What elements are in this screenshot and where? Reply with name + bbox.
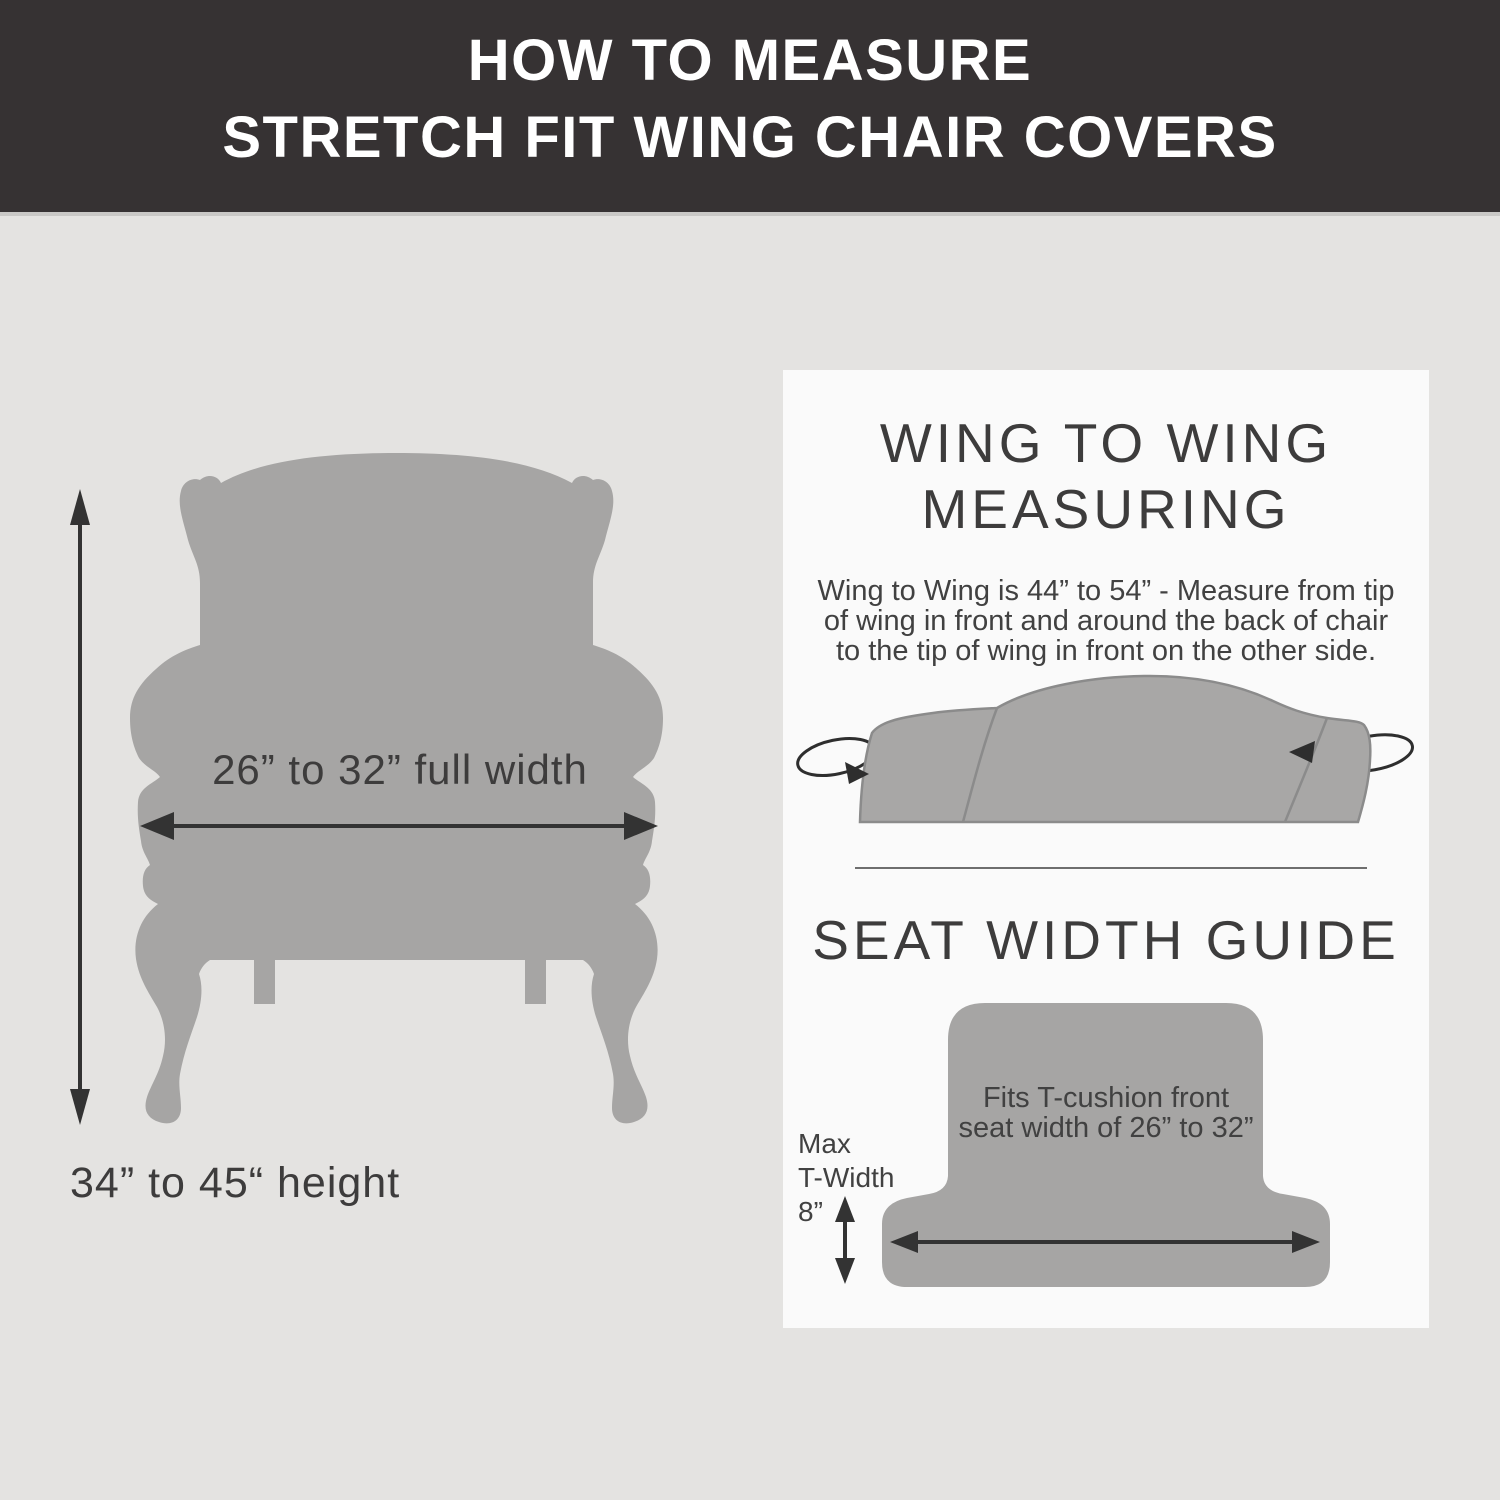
t-cushion-shape: [882, 1003, 1330, 1287]
description-line1: Wing to Wing is 44” to 54” - Measure from tip: [817, 575, 1395, 607]
wing-to-wing-illustration: [783, 665, 1429, 840]
t-cushion-fit-line2: seat width of 26” to 32”: [958, 1112, 1254, 1144]
section-divider: [855, 867, 1367, 869]
header-title-line2: STRETCH FIT WING CHAIR COVERS: [222, 105, 1278, 170]
seat-width-guide-title: SEAT WIDTH GUIDE: [812, 909, 1400, 971]
height-label: 34” to 45“ height: [70, 1159, 401, 1207]
wing-to-wing-title: [783, 410, 1429, 542]
description-line2: of wing in front and around the back of chair: [823, 605, 1389, 637]
header-banner: [0, 0, 1500, 216]
wing-chair-silhouette-figure: [60, 445, 680, 1145]
full-width-label: 26” to 32” full width: [212, 746, 588, 793]
measuring-guide-card: [783, 370, 1429, 1328]
wing-to-wing-title-line2: MEASURING: [921, 478, 1291, 540]
max-t-width-line3: 8”: [798, 1196, 823, 1227]
t-cushion-fit-label: [915, 1083, 1297, 1143]
header-text-block: [0, 0, 1500, 176]
height-arrow: [70, 489, 90, 1125]
wing-to-wing-description: [783, 576, 1429, 666]
max-t-width-line2: T-Width: [798, 1162, 895, 1193]
t-cushion-fit-line1: Fits T-cushion front: [982, 1082, 1230, 1114]
wing-to-wing-title-line1: WING TO WING: [879, 412, 1333, 474]
max-t-width-label: [798, 1127, 894, 1229]
max-t-width-line1: Max: [798, 1128, 851, 1159]
header-title-line1: HOW TO MEASURE: [467, 28, 1033, 93]
description-line3: to the tip of wing in front on the other side.: [835, 635, 1377, 667]
